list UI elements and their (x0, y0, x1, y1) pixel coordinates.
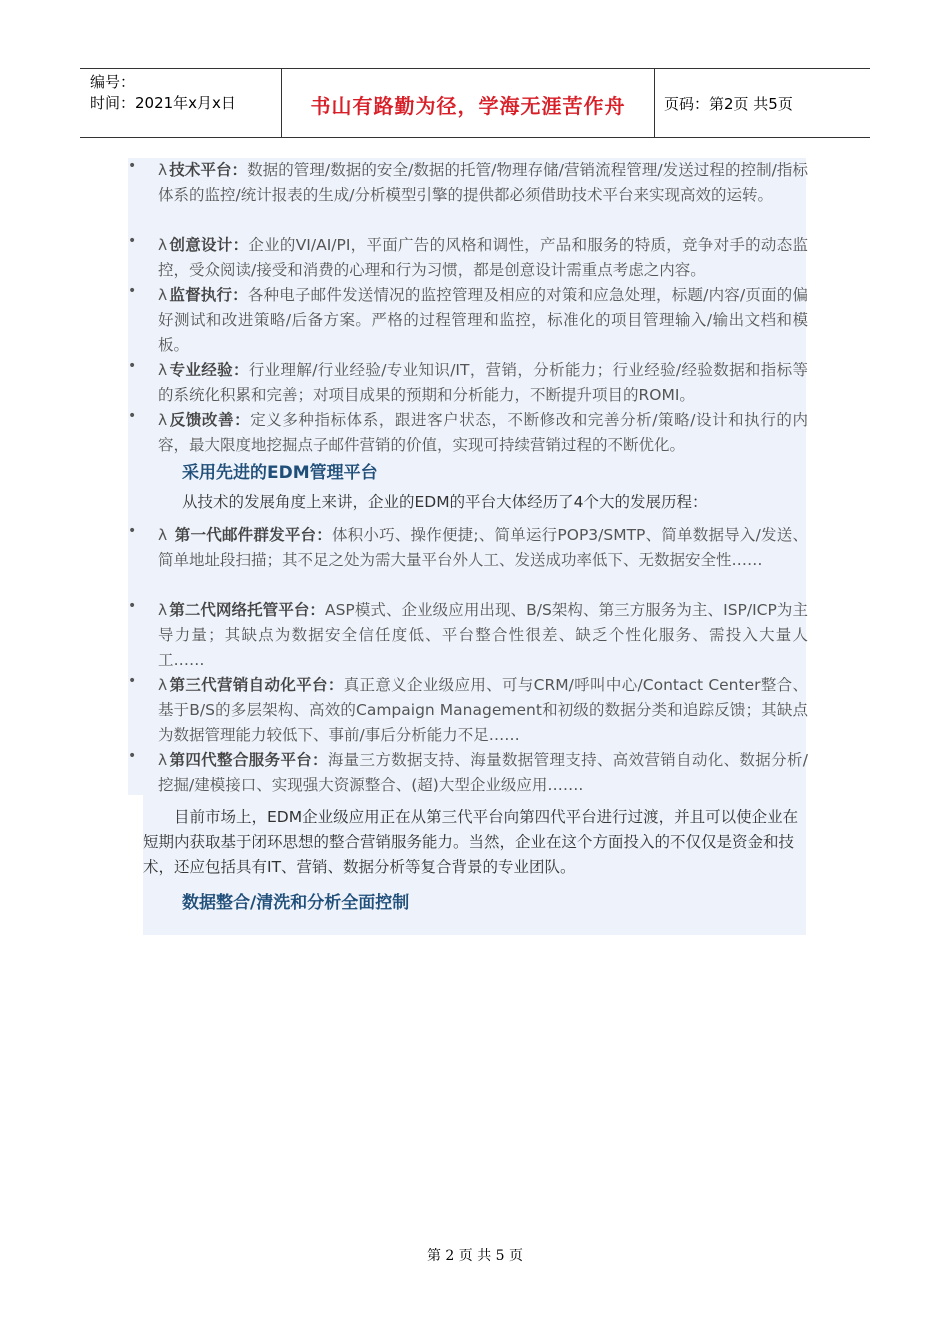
bullet-icon: • (128, 598, 137, 614)
lambda-marker: λ (158, 411, 168, 429)
lambda-marker: λ (158, 601, 168, 619)
bullet-icon: • (128, 158, 137, 174)
number-label: 编号： (90, 73, 136, 91)
motto: 书山有路勤为径，学海无涯苦作舟 (310, 94, 626, 118)
item-body: 体积小巧、操作便捷;、简单运行POP3/SMTP、简单数据导入/发送、简单地址段扫描；其不足之处为需大量平台外人工、发送成功率低下、无数据安全性…… (158, 526, 808, 569)
page-footer: 第 2 页 共 5 页 (426, 1248, 524, 1264)
bullet-icon: • (128, 748, 137, 764)
list-item (128, 673, 808, 748)
header-motto-cell (281, 69, 655, 137)
item-title: 专业经验： (169, 361, 249, 379)
item-title: 监督执行： (169, 286, 248, 304)
list-item (128, 598, 808, 673)
list-item (128, 283, 808, 358)
lambda-marker: λ (158, 161, 168, 179)
lambda-marker: λ (158, 676, 168, 694)
conclusion-paragraph: 目前市场上，EDM企业级应用正在从第三代平台向第四代平台进行过渡，并且可以使企业在短期内获取基于闭环思想的整合营销服务能力。当然，企业在这个方面投入的不仅仅是资金和技术，还应包括具有IT、营销、数据分析等复合背景的专业团队。 (143, 808, 799, 876)
bullet-icon: • (128, 233, 137, 249)
list-item (128, 748, 808, 798)
item-body: 定义多种指标体系，跟进客户状态，不断修改和完善分析/策略/设计和执行的内容，最大限度地挖掘点子邮件营销的价值，实现可持续营销过程的不断优化。 (158, 411, 808, 454)
item-title: 第四代整合服务平台： (169, 751, 328, 769)
list-item (128, 233, 808, 283)
section-heading: 数据整合/清洗和分析全面控制 (182, 893, 410, 913)
item-title: 反馈改善： (169, 411, 251, 429)
item-body: 真正意义企业级应用、可与CRM/呼叫中心/Contact Center整合、基于B/S的多层架构、高效的Campaign Management和初级的数据分类和追踪反馈；其缺点为数据管理能力较低下、事前/事后分析能力不足…… (158, 676, 808, 744)
lambda-marker: λ (158, 751, 168, 769)
lambda-marker: λ (158, 361, 168, 379)
time-label: 时间：2021年x月x日 (90, 94, 236, 112)
item-title: 技术平台： (169, 161, 248, 179)
header-meta (80, 69, 280, 137)
lambda-marker: λ (158, 526, 168, 544)
list-item (128, 408, 808, 458)
item-body: 企业的VI/AI/PI，平面广告的风格和调性，产品和服务的特质，竞争对手的动态监控，受众阅读/接受和消费的心理和行为习惯，都是创意设计需重点考虑之内容。 (158, 236, 808, 279)
item-body: 数据的管理/数据的安全/数据的托管/物理存储/营销流程管理/发送过程的控制/指标体系的监控/统计报表的生成/分析模型引擎的提供都必须借助技术平台来实现高效的运转。 (158, 161, 808, 204)
section-heading: 采用先进的EDM管理平台 (182, 463, 378, 483)
header-page-cell (654, 69, 870, 137)
bullet-icon: • (128, 358, 137, 374)
item-title: 创意设计： (169, 236, 249, 254)
bullet-icon: • (128, 283, 137, 299)
item-body: ASP模式、企业级应用出现、B/S架构、第三方服务为主、ISP/ICP为主导力量；其缺点为数据安全信任度低、平台整合性很差、缺乏个性化服务、需投入大量人工…… (158, 601, 808, 669)
item-body: 海量三方数据支持、海量数据管理支持、高效营销自动化、数据分析/挖掘/建模接口、实现强大资源整合、(超)大型企业级应用……. (158, 751, 808, 794)
item-body: 行业理解/行业经验/专业知识/IT，营销，分析能力；行业经验/经验数据和指标等的系统化积累和完善；对项目成果的预期和分析能力，不断提升项目的ROMI。 (158, 361, 808, 404)
lambda-marker: λ (158, 286, 168, 304)
item-title: 第三代营销自动化平台： (169, 676, 344, 694)
item-body: 各种电子邮件发送情况的监控管理及相应的对策和应急处理，标题/内容/页面的偏好测试和改进策略/后备方案。严格的过程管理和监控，标准化的项目管理输入/输出文档和模板。 (158, 286, 808, 354)
list-item (128, 358, 808, 408)
intro-paragraph: 从技术的发展角度上来讲，企业的EDM的平台大体经历了4个大的发展历程： (182, 493, 708, 511)
page-info: 页码：第2页 共5页 (664, 95, 793, 113)
list-item (128, 158, 808, 208)
list-item (128, 523, 808, 573)
item-title: 第一代邮件群发平台： (169, 526, 332, 544)
bullet-icon: • (128, 408, 137, 424)
bullet-icon: • (128, 673, 137, 689)
lambda-marker: λ (158, 236, 168, 254)
item-title: 第二代网络托管平台： (169, 601, 325, 619)
bullet-icon: • (128, 523, 137, 539)
page-header (80, 68, 870, 138)
